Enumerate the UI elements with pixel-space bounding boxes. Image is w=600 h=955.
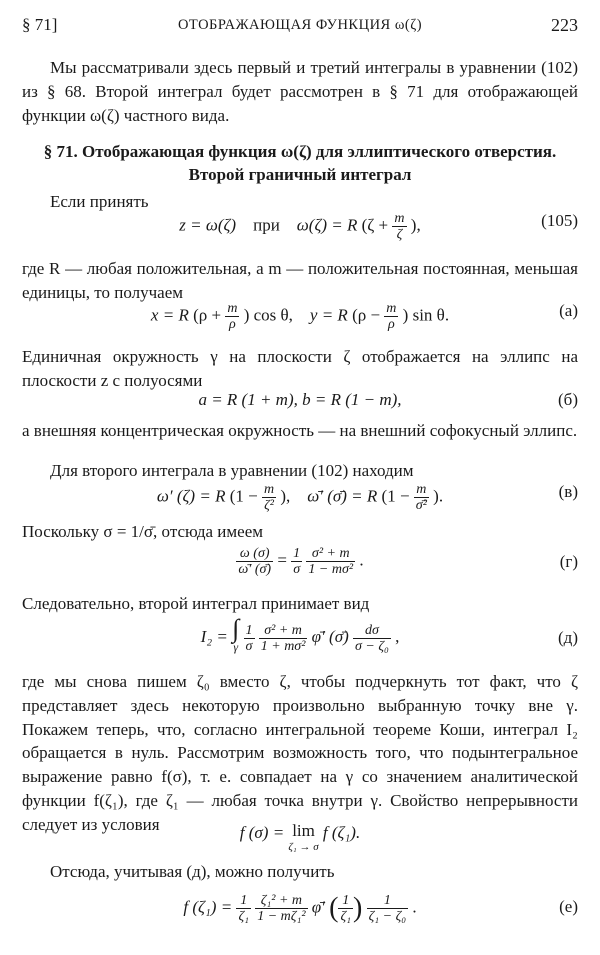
eq-b-number: (б)	[558, 390, 578, 409]
equation-g	[22, 546, 578, 586]
eq-e-fraction-2: $\frac{\text{ζ₁² + m}}{\text{1 − mζ₁²}}$	[257, 893, 306, 924]
section-heading: § 71. Отображающая функция ω(ζ) для эллиптического отверстия. Второй граничный интеграл	[43, 142, 557, 184]
integral-contour: γ	[233, 640, 239, 654]
eq105-fraction: $\frac{m}{\zeta}$	[394, 211, 405, 242]
eq-g-equals: =	[277, 550, 287, 570]
equation-e: f (ζ₁) = $\frac{1}{\text{ζ₁}}$ $\frac{\text{ζ₁² + m}}{\text{1 − mζ₁²}}$ φ̄′ ( $\frac{1}{\text{ζ₁}}$ ) $\frac{1}{\text{ζ₁ − ζ₀}}$ . (е)	[183, 892, 578, 924]
paragraph-from: Отсюда, учитывая (д), можно получить	[50, 862, 335, 881]
eq-v-p2: (1 −	[381, 486, 410, 506]
eq-e-fraction-3: $\frac{1}{\text{ζ₁}}$	[340, 893, 352, 924]
eq-e-tail: .	[412, 897, 417, 917]
eq-a-x: x = R	[150, 305, 189, 325]
eq-d-mid: φ̄′ (σ̄)	[311, 626, 349, 646]
eq105-paren-open: (ζ +	[361, 215, 389, 235]
eq-b-formula: a = R (1 + m), b = R (1 − m),	[198, 390, 402, 409]
eq-a-y-paren: (ρ −	[352, 305, 381, 325]
running-header	[22, 15, 578, 41]
eq-v-lhs1: ω′ (ζ) = R	[156, 486, 226, 506]
eq-v-lhs2: ω̄′ (σ̄) = R	[307, 486, 378, 506]
eq-d-number: (д)	[558, 628, 578, 647]
eq-a-y: y = R	[309, 305, 348, 325]
eq-a-y-tail: ) sin θ.	[402, 305, 450, 325]
eq-e-fraction-4: $\frac{1}{\text{ζ₁ − ζ₀}}$	[368, 893, 407, 924]
eq-v-c1: ),	[280, 486, 291, 506]
eq-lim-operator	[288, 823, 318, 855]
eq-v-c2: ).	[433, 486, 444, 506]
lim-subscript: ζ₁ → σ	[288, 841, 319, 853]
eq-g-fraction-1: $\frac{\omega (\sigma)}{\omegā' (\sigmā)}$	[238, 546, 272, 577]
page-number: 223	[551, 15, 578, 35]
eq-d-fraction-3: $\frac{d\sigma}{\text{σ − ζ₀}}$	[355, 622, 389, 654]
eq-v-p1: (1 −	[229, 486, 258, 506]
eq-d-fraction-1: $\frac{1}{\sigma}$	[245, 622, 253, 654]
equation-v	[22, 482, 578, 522]
equation-105	[22, 211, 578, 251]
paragraph-outer: а внешняя концентрическая окружность — на внешний софокусный эллипс.	[22, 421, 578, 440]
header-running-title: ОТОБРАЖАЮЩАЯ ФУНКЦИЯ ω(ζ)	[177, 17, 423, 33]
paragraph-where-R: где R — любая положительная, а m — положительная постоянная, меньшая единицы, то получаем	[22, 259, 578, 302]
eq-e-lhs: f (ζ₁) =	[183, 897, 233, 917]
header-section-ref: § 71]	[22, 15, 58, 34]
eq105-mid: ω(ζ) = R	[296, 215, 358, 235]
intro-paragraph: Мы рассматривали здесь первый и третий интегралы в уравнении (102) из § 68. Второй интеграл будет рассмотрен в § 71 для отображающей функции ω(ζ) частного вида.	[22, 58, 578, 125]
eq-d-lhs: I₂ =	[200, 626, 228, 646]
eq-e-fraction-1: $\frac{1}{\text{ζ₁}}$	[238, 893, 249, 924]
eq-g-fraction-3: $\frac{\text{σ² + m}}{\text{1 − mσ²}}$	[308, 546, 354, 577]
equation-lim	[22, 823, 578, 859]
eq-lim-rhs: f (ζ₁).	[322, 823, 361, 842]
eq-a-x-tail: ) cos θ,	[243, 305, 293, 325]
eq-e-mid: φ̄′	[311, 897, 325, 917]
eq-g-tail: .	[359, 550, 364, 570]
equation-a	[22, 301, 578, 341]
eq105-number: (105)	[541, 211, 578, 230]
eq-lim-lhs: f (σ) =	[239, 823, 285, 842]
eq-d-fraction-2: $\frac{\text{σ² + m}}{\text{1 + mσ²}}$	[260, 622, 306, 654]
eq105-lhs: z = ω(ζ)	[179, 215, 237, 235]
eq-g-fraction-2: $\frac{1}{\sigma}$	[293, 546, 301, 577]
eq-e-number: (е)	[559, 897, 578, 916]
eq-v-number: (в)	[558, 482, 578, 501]
eq-g-number: (г)	[559, 552, 578, 571]
eq-d-tail: ,	[395, 626, 400, 646]
paragraph-since: Поскольку σ = 1/σ̄, отсюда имеем	[22, 522, 264, 541]
paragraph-hence: Следовательно, второй интеграл принимает вид	[22, 594, 370, 613]
integral-sign: ∫	[232, 614, 240, 643]
paragraph-unit-circle: Единичная окружность γ на плоскости ζ отображается на эллипс на плоскости z с полуосями	[22, 347, 578, 390]
eq-a-number: (а)	[559, 301, 578, 320]
paragraph-if: Если принять	[50, 192, 149, 211]
eq105-paren-close: ),	[410, 215, 421, 235]
eq-a-x-paren: (ρ +	[193, 305, 222, 325]
equation-d	[22, 614, 578, 672]
eq-v-fraction-2: $\frac{m}{\text{σ̄²}}$	[415, 482, 427, 513]
eq-a-y-fraction: $\frac{m}{\rho}$	[386, 301, 397, 332]
eq-v-fraction-1: $\frac{m}{\text{ζ²}}$	[263, 482, 275, 513]
eq-d-integral	[232, 614, 240, 656]
eq105-word: при	[253, 215, 280, 235]
lim-word: lim	[292, 821, 315, 840]
paragraph-second: Для второго интеграла в уравнении (102) находим	[50, 461, 414, 480]
paragraph-long: где мы снова пишем ζ₀ вместо ζ, чтобы подчеркнуть тот факт, что ζ представляет здесь некоторую произвольно выбранную точку вне γ. Покажем теперь, что, согласно интегральной теореме Коши, интеграл I₂ обращается в нуль. Рассмотрим возможность того, что подынтегральное выражение равно f(σ), т. е. совпадает на γ со значением аналитической функции f(ζ₁), где ζ₁ — любая точка внутри γ. Свойство непрерывности следует из условия	[22, 672, 578, 834]
eq-a-x-fraction: $\frac{m}{\rho}$	[227, 301, 238, 332]
